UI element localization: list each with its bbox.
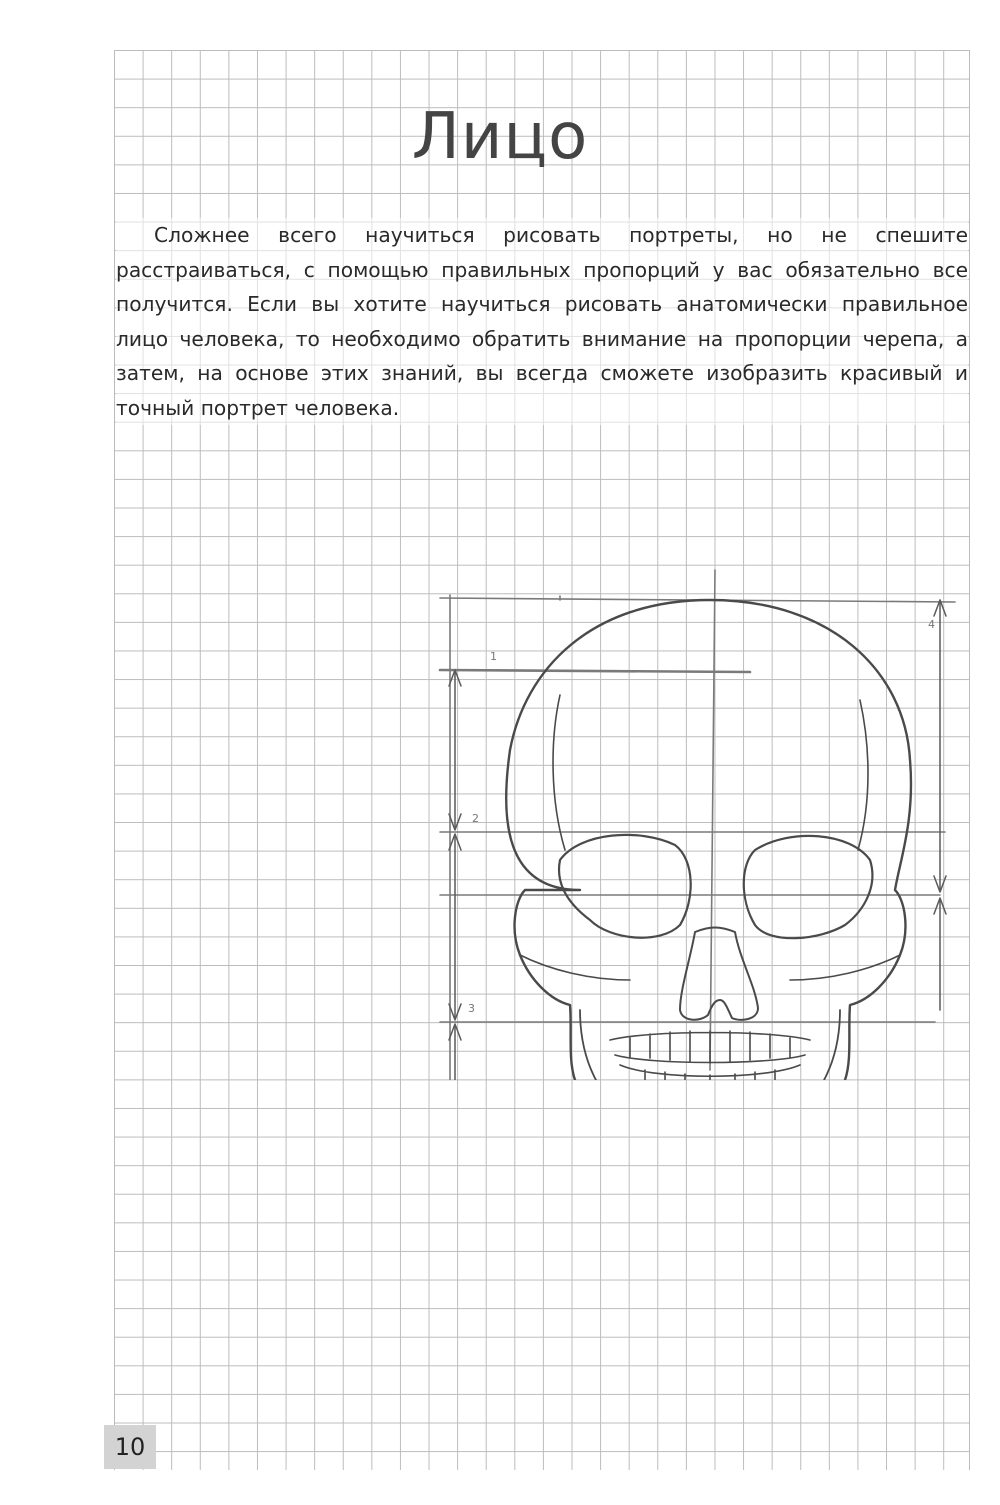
proportion-label-3: 3 <box>468 1002 475 1015</box>
proportion-label-1: 1 <box>490 650 497 663</box>
intro-paragraph: Сложнее всего научиться рисовать портреты, но не спешите расстраиваться, с помощью правильных пропорций у вас обязательно все получится. Если вы хотите научиться рисовать анатомически правильное лицо человека, то необходимо обратить внимание на пропорции черепа, а затем, на основе этих знаний, вы всегда сможете изобразить красивый и точный портрет человека. <box>116 218 968 425</box>
left-cheekbone <box>520 955 630 980</box>
right-jaw-line <box>790 1010 840 1080</box>
page-title: Лицо <box>411 100 589 174</box>
page-number: 10 <box>104 1425 156 1469</box>
left-jaw-line <box>580 1010 630 1080</box>
right-eye-socket <box>744 836 873 938</box>
proportion-label-2: 2 <box>472 812 479 825</box>
proportion-guide-lines <box>440 570 955 1080</box>
right-measure-arrows <box>934 600 946 1010</box>
right-cheekbone <box>790 955 900 980</box>
left-temple-line <box>553 695 565 850</box>
left-eye-socket <box>559 835 691 938</box>
upper-teeth <box>610 1031 810 1063</box>
nasal-cavity <box>680 928 758 1020</box>
skull-proportion-sketch <box>110 560 970 1080</box>
proportion-label-4: 4 <box>928 618 935 631</box>
right-temple-line <box>858 700 868 850</box>
